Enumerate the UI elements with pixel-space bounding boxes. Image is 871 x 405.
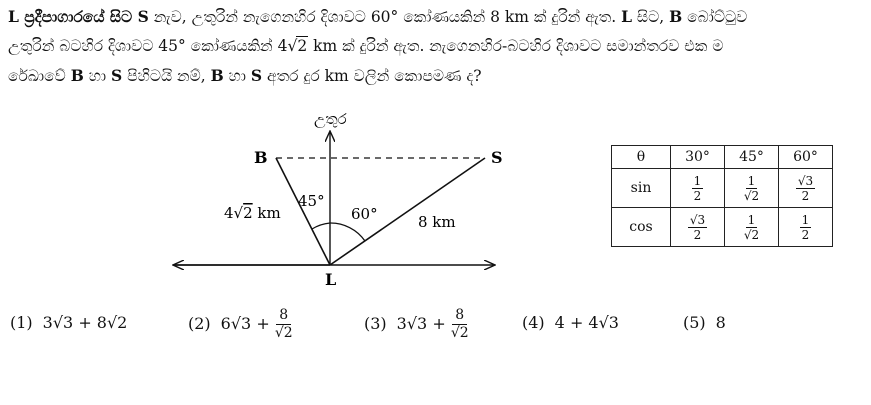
- north-label: උතුර: [314, 110, 347, 128]
- fraction: $\frac{8}{√2}$: [274, 307, 293, 341]
- table-row-sin: [612, 169, 833, 208]
- table-header-row: [612, 146, 833, 169]
- option-3[interactable]: (3) 3√3 + $\frac{8}{√2}$: [364, 307, 469, 341]
- point-B-label: B: [254, 148, 268, 167]
- table-header-cell: θ: [612, 146, 671, 169]
- distance-SL-label: 8 km: [418, 213, 456, 231]
- table-header-cell: 30°: [671, 146, 725, 169]
- option-4[interactable]: (4) 4 + 4√3: [522, 313, 619, 332]
- fraction: $\frac{1}{2}$: [801, 213, 810, 242]
- option-1[interactable]: (1) 3√3 + 8√2: [10, 313, 128, 332]
- fraction: $\frac{√3}{2}$: [797, 174, 814, 203]
- angle-arc-60: [330, 223, 365, 241]
- point-L-label: L: [325, 270, 337, 289]
- line-LB: [276, 158, 330, 265]
- question-line-1: L ප්‍රදීපාගාරයේ සිට S නැව, උතුරින් නැගෙනහිර දිශාවට 60° කෝණයකින් 8 km ක් දුරින් ඇත. L සිට, B බෝට්ටුව: [8, 7, 748, 26]
- option-2[interactable]: (2) 6√3 + $\frac{8}{√2}$: [188, 307, 293, 341]
- question-line-2: උතුරින් බටහිර දිශාවට 45° කෝණයකින් 4√2 km ක් දුරින් ඇත. නැගෙනහිර-බටහිර දිශාවට සමාන්තරව එක ම: [8, 37, 724, 55]
- question-line-3: රේඛාවේ B හා S පිහිටයි නම්, B හා S අතර දුර km වලින් කොපමණ ද?: [8, 66, 482, 85]
- table-header-cell: 60°: [779, 146, 833, 169]
- fraction: $\frac{√3}{2}$: [689, 213, 706, 242]
- table-row-label: cos: [612, 208, 671, 247]
- option-5[interactable]: (5) 8: [683, 313, 726, 332]
- fraction: $\frac{1}{√2}$: [743, 213, 760, 242]
- angle-45-label: 45°: [298, 192, 325, 210]
- fraction: $\frac{8}{√2}$: [450, 307, 469, 341]
- table-row-label: sin: [612, 169, 671, 208]
- table-header-cell: 45°: [725, 146, 779, 169]
- distance-BL-label: 4√2 km: [224, 204, 281, 222]
- table-row-cos: [612, 208, 833, 247]
- angle-60-label: 60°: [351, 205, 378, 223]
- angle-arc-45: [312, 223, 330, 229]
- trig-values-table: [611, 145, 833, 247]
- fraction: $\frac{1}{2}$: [693, 174, 702, 203]
- point-S-label: S: [491, 148, 503, 167]
- fraction: $\frac{1}{√2}$: [743, 174, 760, 203]
